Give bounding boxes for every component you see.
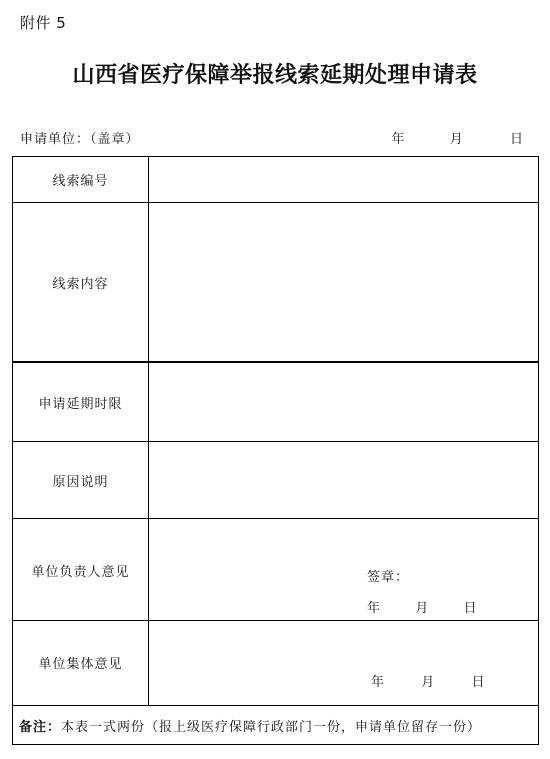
leader-opinion-field[interactable] bbox=[149, 519, 539, 621]
year-label: 年 bbox=[371, 675, 386, 690]
collective-opinion-field[interactable] bbox=[149, 621, 539, 706]
table-row bbox=[13, 621, 539, 706]
page-title: 山西省医疗保障举报线索延期处理申请表 bbox=[72, 62, 478, 88]
applicant-row bbox=[20, 128, 524, 147]
extension-period-field[interactable] bbox=[149, 362, 539, 442]
table-row bbox=[13, 203, 539, 363]
attachment-label: 附件 5 bbox=[20, 14, 67, 32]
leader-opinion-cell bbox=[13, 519, 149, 621]
table-row bbox=[13, 157, 539, 203]
month-label: 月 bbox=[421, 675, 436, 690]
table-row bbox=[13, 706, 539, 745]
clue-content-label: 线索内容 bbox=[13, 203, 149, 363]
application-form-table bbox=[12, 156, 539, 745]
collective-date bbox=[371, 671, 486, 690]
collective-opinion-cell bbox=[13, 621, 149, 706]
reason-field[interactable] bbox=[149, 442, 539, 519]
day-label: 日 bbox=[471, 675, 486, 690]
day-label: 日 bbox=[463, 601, 478, 616]
leader-opinion-label: 单位负责人意见 bbox=[31, 565, 130, 580]
year-label: 年 bbox=[391, 132, 406, 147]
clue-number-field[interactable] bbox=[149, 157, 539, 203]
application-date bbox=[391, 128, 524, 147]
table-row bbox=[13, 362, 539, 442]
extension-period-label: 申请延期时限 bbox=[13, 362, 149, 442]
table-row bbox=[13, 519, 539, 621]
year-label: 年 bbox=[367, 601, 382, 616]
reason-label: 原因说明 bbox=[13, 442, 149, 519]
table-row bbox=[13, 442, 539, 519]
month-label: 月 bbox=[415, 601, 430, 616]
note-cell bbox=[13, 706, 539, 745]
collective-opinion-label: 单位集体意见 bbox=[38, 657, 123, 672]
clue-content-field[interactable] bbox=[149, 203, 539, 363]
signature-label: 签章： bbox=[367, 570, 410, 585]
applicant-label: 申请单位：（盖章） bbox=[20, 132, 140, 147]
signature-date bbox=[367, 597, 478, 616]
note-text: 本表一式两份（报上级医疗保障行政部门一份，申请单位留存一份） bbox=[61, 719, 482, 735]
clue-number-label: 线索编号 bbox=[13, 157, 149, 203]
day-label: 日 bbox=[509, 132, 524, 147]
month-label: 月 bbox=[449, 132, 464, 147]
note-label: 备注： bbox=[19, 719, 62, 735]
